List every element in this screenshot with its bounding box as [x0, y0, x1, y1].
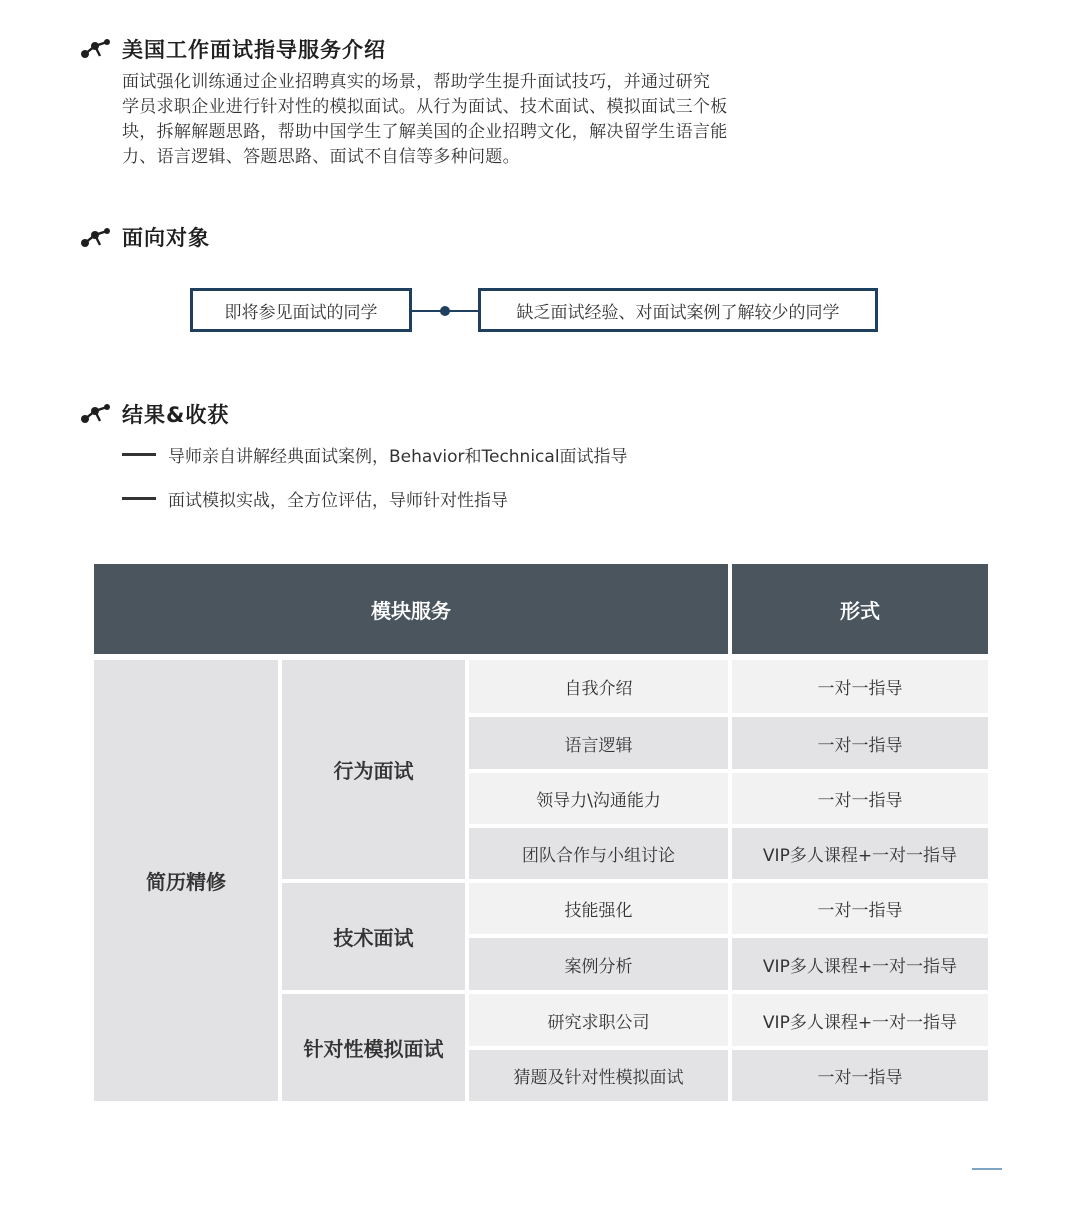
table-cell-item: 猜题及针对性模拟面试 [469, 1050, 728, 1101]
intro-line: 学员求职企业进行针对性的模拟面试。从行为面试、技术面试、模拟面试三个板 [122, 97, 728, 117]
dash-marker [122, 497, 156, 500]
result-text: 导师亲自讲解经典面试案例，Behavior和Technical面试指导 [168, 447, 628, 467]
section-title-intro: 美国工作面试指导服务介绍 [122, 38, 386, 62]
table-cell-form: 一对一指导 [732, 773, 988, 824]
intro-paragraph [122, 70, 762, 170]
group-cell-technical: 技术面试 [282, 883, 465, 990]
table-cell-item: 研究求职公司 [469, 994, 728, 1046]
footer-divider [972, 1168, 1002, 1170]
group-cell-mock: 针对性模拟面试 [282, 994, 465, 1101]
table-cell-item: 团队合作与小组讨论 [469, 828, 728, 879]
table-header-form: 形式 [732, 564, 988, 654]
intro-line: 力、语言逻辑、答题思路、面试不自信等多种问题。 [122, 147, 520, 167]
node-link-icon [80, 37, 112, 59]
table-cell-form: VIP多人课程+一对一指导 [732, 938, 988, 990]
node-link-icon [80, 226, 112, 248]
section-title-audience: 面向对象 [122, 226, 210, 250]
connector-dot [440, 306, 450, 316]
table-cell-form: VIP多人课程+一对一指导 [732, 828, 988, 879]
table-cell-item: 语言逻辑 [469, 717, 728, 769]
table-cell-item: 案例分析 [469, 938, 728, 990]
intro-line: 块，拆解解题思路，帮助中国学生了解美国的企业招聘文化，解决留学生语言能 [122, 122, 728, 142]
group-cell-behavior: 行为面试 [282, 660, 465, 879]
audience-box: 即将参见面试的同学 [190, 288, 412, 332]
table-cell-form: 一对一指导 [732, 717, 988, 769]
result-item [122, 486, 508, 511]
audience-box: 缺乏面试经验、对面试案例了解较少的同学 [478, 288, 878, 332]
table-cell-form: 一对一指导 [732, 660, 988, 713]
result-text: 面试模拟实战，全方位评估，导师针对性指导 [168, 491, 508, 511]
intro-line: 面试强化训练通过企业招聘真实的场景，帮助学生提升面试技巧，并通过研究 [122, 72, 711, 92]
table-cell-item: 领导力\沟通能力 [469, 773, 728, 824]
table-header-module: 模块服务 [94, 564, 728, 654]
section-title-results: 结果&收获 [122, 403, 230, 427]
table-cell-form: 一对一指导 [732, 1050, 988, 1101]
category-cell: 简历精修 [94, 660, 278, 1101]
table-cell-form: VIP多人课程+一对一指导 [732, 994, 988, 1046]
table-cell-item: 自我介绍 [469, 660, 728, 713]
result-item [122, 442, 628, 467]
table-cell-form: 一对一指导 [732, 883, 988, 934]
table-cell-item: 技能强化 [469, 883, 728, 934]
dash-marker [122, 453, 156, 456]
node-link-icon [80, 402, 112, 424]
